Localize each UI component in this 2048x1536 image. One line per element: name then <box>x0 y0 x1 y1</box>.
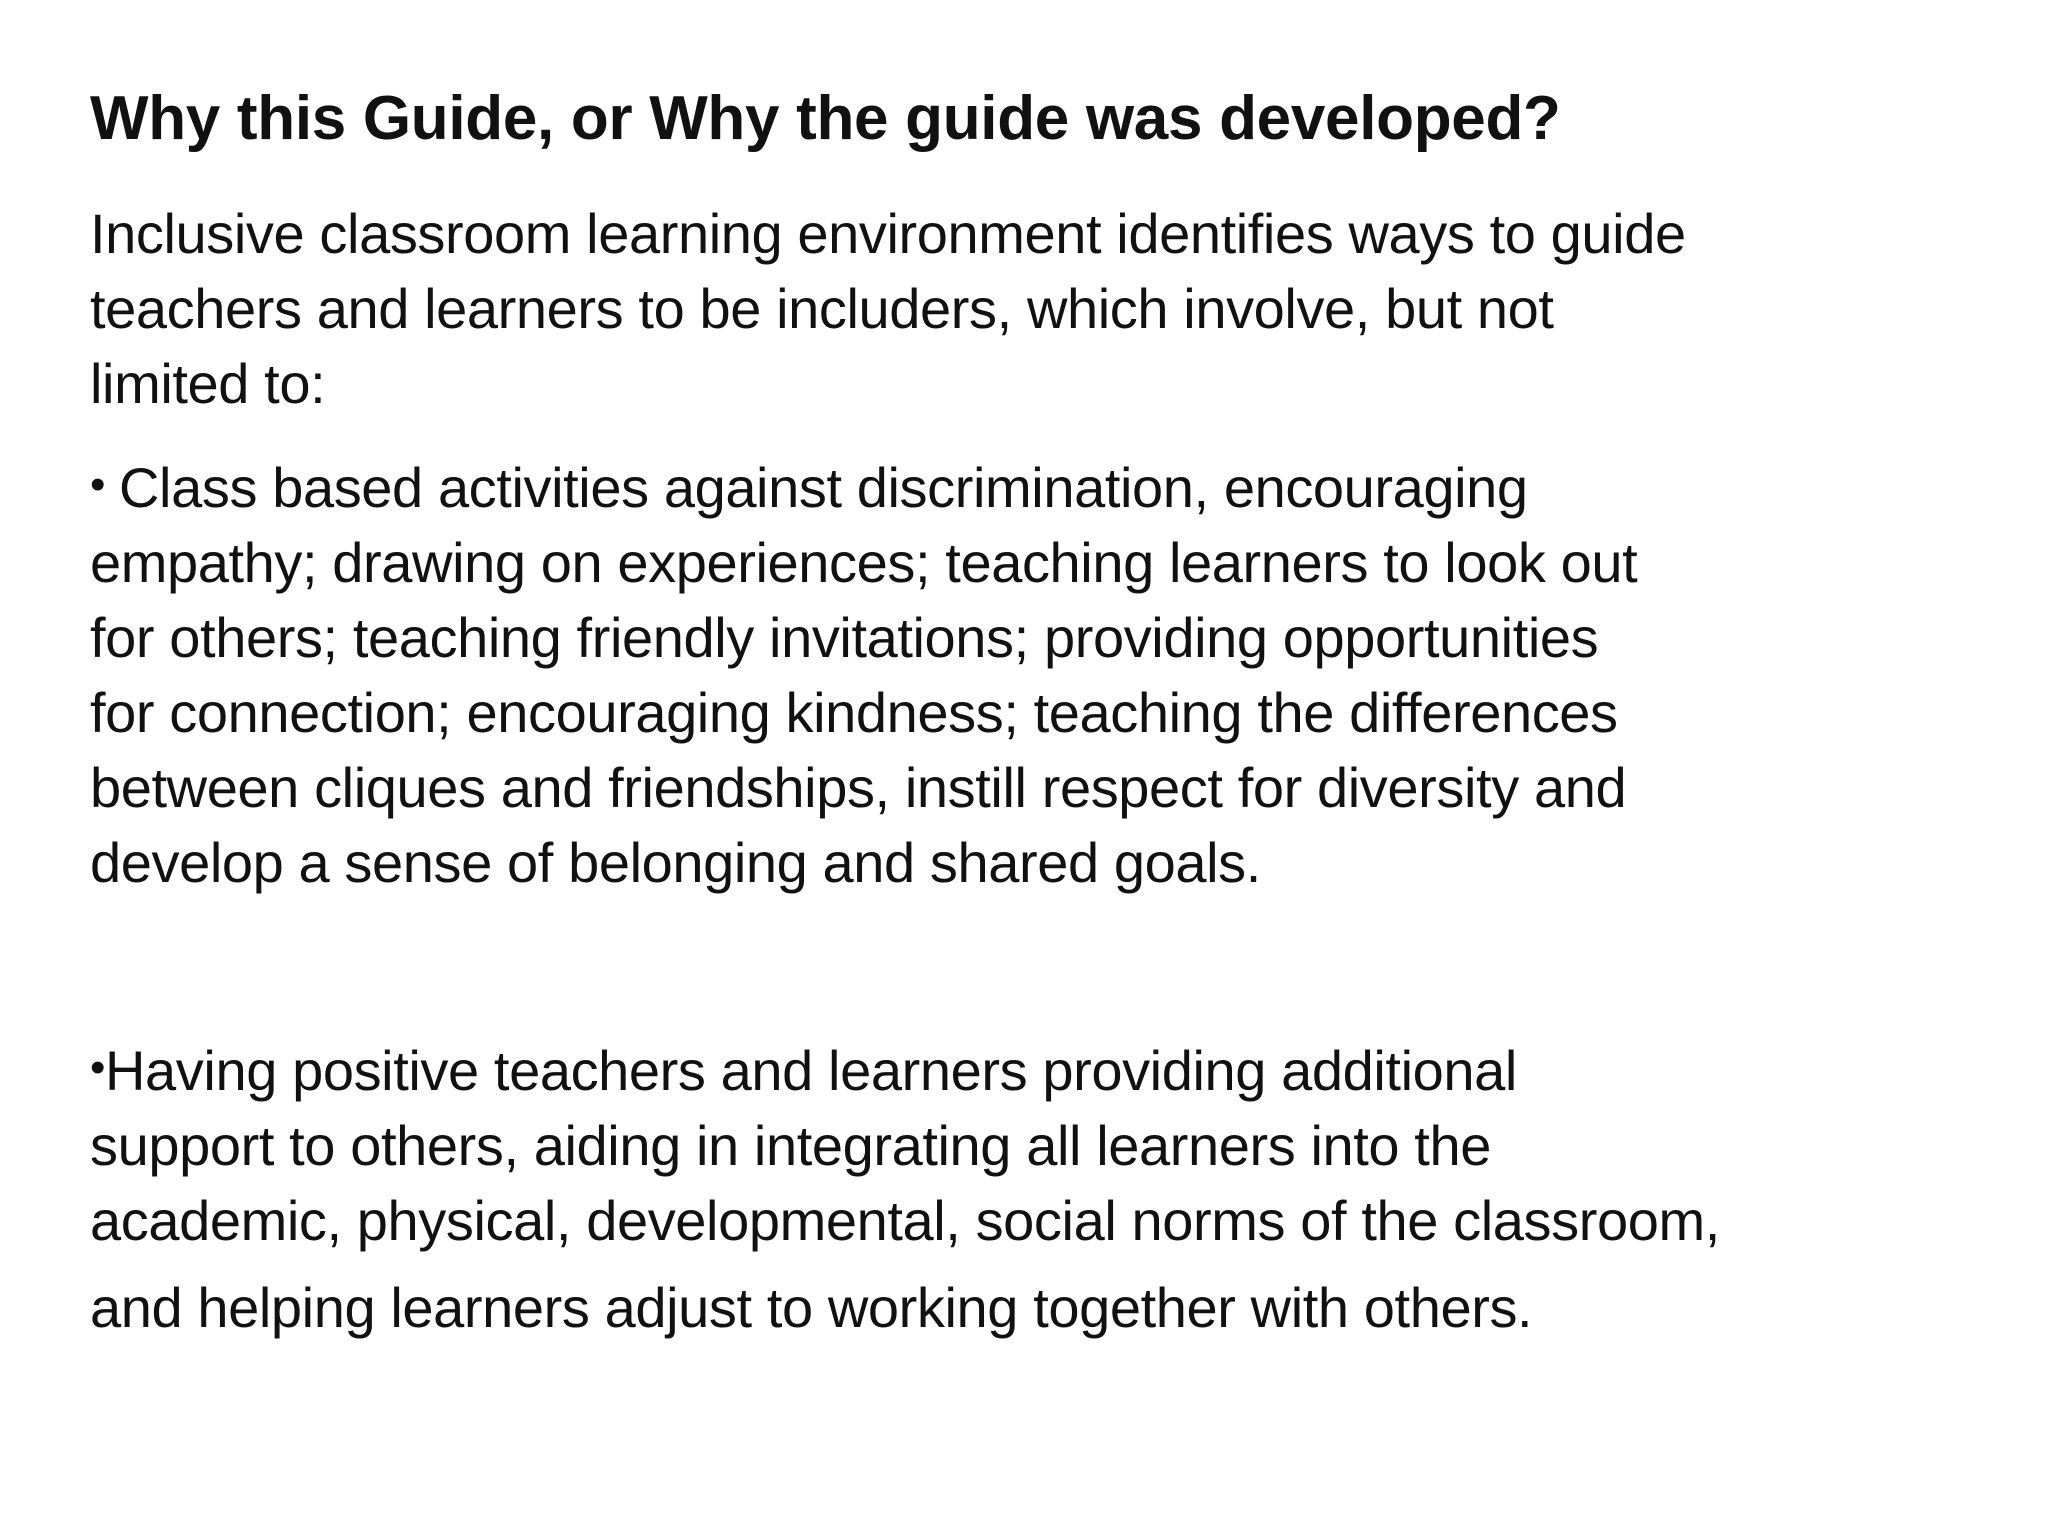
bullet-line <box>90 1030 1970 1108</box>
bullet-marker: • <box>90 460 106 509</box>
bullet-line: for connection; encouraging kindness; teaching the differences <box>90 681 1618 744</box>
bullet-item <box>90 1030 1970 1345</box>
bullet-line <box>90 447 1970 525</box>
bullet-line: academic, physical, developmental, social norms of the classroom, <box>90 1189 1720 1252</box>
bullet-line: support to others, aiding in integrating all learners into the <box>90 1114 1491 1177</box>
bullet-line: develop a sense of belonging and shared goals. <box>90 831 1261 894</box>
bullet-text: Class based activities against discrimination, encouraging <box>119 456 1528 519</box>
bullet-line: and helping learners adjust to working together with others. <box>90 1276 1533 1339</box>
bullet-marker: • <box>90 1043 106 1092</box>
bullet-line: between cliques and friendships, instill respect for diversity and <box>90 756 1627 819</box>
intro-paragraph <box>90 196 1970 421</box>
bullet-item <box>90 447 1970 900</box>
slide-title: Why this Guide, or Why the guide was developed? <box>90 84 1561 153</box>
bullet-line: for others; teaching friendly invitations; providing opportunities <box>90 606 1599 669</box>
intro-line: teachers and learners to be includers, which involve, but not <box>90 277 1554 340</box>
bullet-text: Having positive teachers and learners providing additional <box>105 1039 1517 1102</box>
intro-line: limited to: <box>90 352 326 415</box>
bullet-line: empathy; drawing on experiences; teaching learners to look out <box>90 531 1638 594</box>
intro-line: Inclusive classroom learning environment identifies ways to guide <box>90 202 1686 265</box>
